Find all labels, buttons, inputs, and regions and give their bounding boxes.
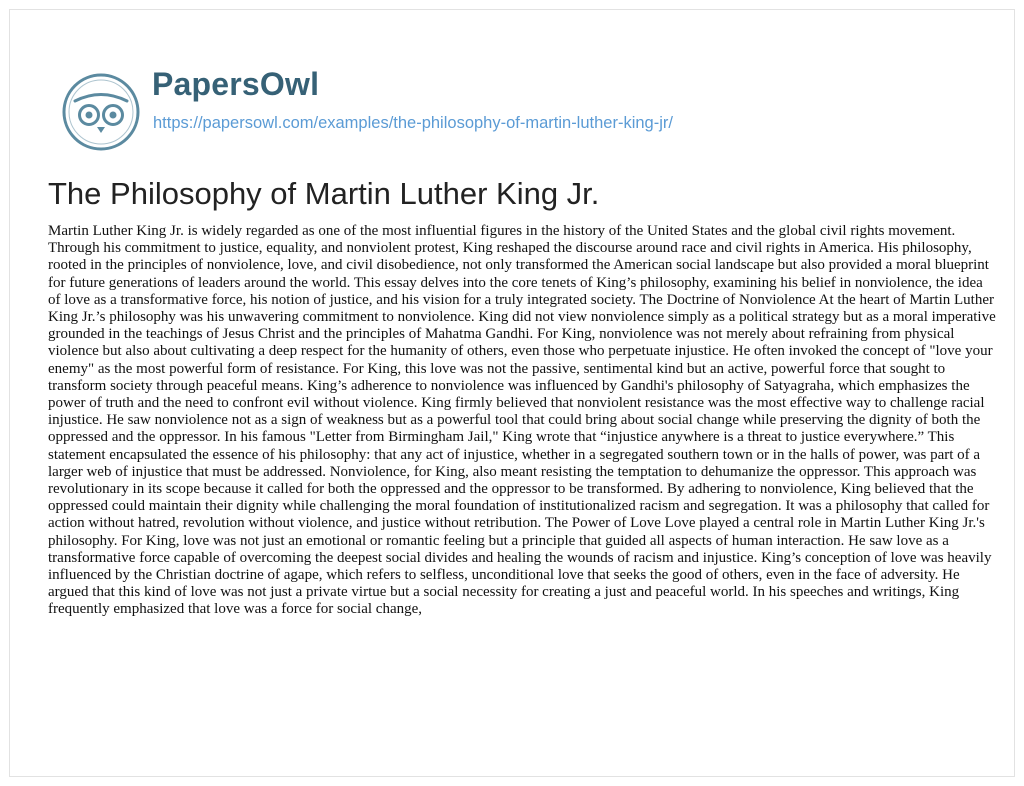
article-title: The Philosophy of Martin Luther King Jr. <box>48 176 600 211</box>
brand-name: PapersOwl <box>152 66 320 102</box>
brand-header <box>10 10 1014 170</box>
owl-face-icon <box>61 72 141 152</box>
document-page <box>9 9 1015 777</box>
source-url-link[interactable]: https://papersowl.com/examples/the-philosophy-of-martin-luther-king-jr/ <box>153 114 673 132</box>
article-body: Martin Luther King Jr. is widely regarded as one of the most influential figures in the history of the United States and the global civil rights movement. Through his commitment to justice, equality, and nonviolent protest, King reshaped the discourse around race and civil rights in America. His philosophy, rooted in the principles of nonviolence, love, and civil disobedience, not only transformed the American social landscape but also provided a moral blueprint for future generations of leaders around the world. This essay delves into the core tenets of King’s philosophy, examining his belief in nonviolence, the idea of love as a transformative force, his notion of justice, and his vision for a truly integrated society. The Doctrine of Nonviolence At the heart of Martin Luther King Jr.’s philosophy was his unwavering commitment to nonviolence. King did not view nonviolence simply as a political strategy but as a moral imperative grounded in the teachings of Jesus Christ and the principles of Mahatma Gandhi. For King, nonviolence was not merely about refraining from physical violence but also about cultivating a deep respect for the humanity of others, even those who perpetuate injustice. He often invoked the concept of "love your enemy" as the most powerful form of resistance. For King, this love was not the passive, sentimental kind but an active, powerful force that sought to transform society through peaceful means. King’s adherence to nonviolence was influenced by Gandhi's philosophy of Satyagraha, which emphasizes the power of truth and the need to confront evil without violence. King firmly believed that nonviolent resistance was the most effective way to challenge racial injustice. He saw nonviolence not as a sign of weakness but as a powerful tool that could bring about social change while preserving the dignity of both the oppressed and the oppressor. In his famous "Letter from Birmingham Jail," King wrote that “injustice anywhere is a threat to justice everywhere.” This statement encapsulated the essence of his philosophy: that any act of injustice, whether in a segregated southern town or in the halls of power, was part of a larger web of injustice that must be addressed. Nonviolence, for King, also meant resisting the temptation to dehumanize the oppressor. This approach was revolutionary in its scope because it called for both the oppressed and the oppressor to be transformed. By adhering to nonviolence, King believed that the oppressed could maintain their dignity while challenging the moral foundation of institutionalized racism and segregation. It was a philosophy that called for action without hatred, revolution without violence, and justice without retribution. The Power of Love Love played a central role in Martin Luther King Jr.'s philosophy. For King, love was not just an emotional or romantic feeling but a principle that guided all aspects of human interaction. He saw love as a transformative force capable of overcoming the deepest social divides and healing the wounds of racism and injustice. King’s conception of love was heavily influenced by the Christian doctrine of agape, which refers to selfless, unconditional love that seeks the good of others, even in the face of adversity. He argued that this kind of love was not just a private virtue but a social necessity for creating a just and peaceful world. In his speeches and writings, King frequently emphasized that love was a force for social change, <box>48 223 996 618</box>
